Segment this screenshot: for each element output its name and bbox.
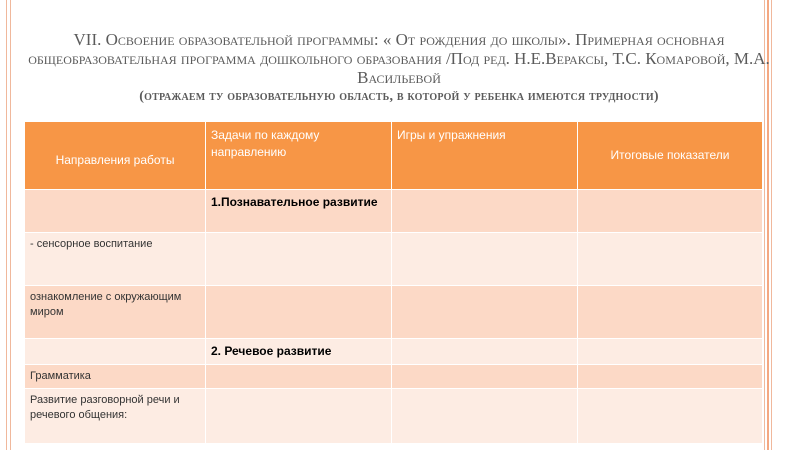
header-results: Итоговые показатели	[578, 122, 763, 190]
section-cognitive-development: 1.Познавательное развитие	[206, 190, 392, 233]
table-cell-environment: ознакомление с окружающим миром	[25, 286, 206, 339]
table-cell	[206, 233, 392, 286]
table-cell	[578, 286, 763, 339]
table-cell	[392, 286, 578, 339]
table-cell	[25, 190, 206, 233]
table-row	[25, 339, 763, 365]
table-cell	[578, 233, 763, 286]
table-cell-conversation: Развитие разговорной речи и речевого общения:	[25, 389, 206, 444]
title-line-1: VII. Освоение образовательной программы: « От рождения до школы». Примерная основная	[73, 30, 725, 49]
title-line-2: общеобразовательная программа дошкольного образования /Под ред. Н.Е.Вераксы, Т.С. Комаровой, М.А.	[28, 49, 770, 68]
title-subtitle: (отражаем ту образовательную область, в которой у ребенка имеются трудности)	[139, 89, 659, 104]
table-row	[25, 190, 763, 233]
left-frame-line-inner	[10, 0, 11, 450]
table-cell	[206, 286, 392, 339]
table-cell	[206, 365, 392, 389]
header-directions: Направления работы	[25, 122, 206, 190]
left-frame-line	[6, 0, 7, 450]
table-row	[25, 365, 763, 389]
table-cell	[578, 339, 763, 365]
table-cell	[392, 190, 578, 233]
table-cell-sensory: - сенсорное воспитание	[25, 233, 206, 286]
table-header-row	[25, 122, 763, 190]
table-cell	[578, 190, 763, 233]
table-cell	[578, 365, 763, 389]
program-table	[24, 121, 763, 444]
header-tasks: Задачи по каждому направлению	[206, 122, 392, 190]
table-cell	[392, 389, 578, 444]
table-cell-grammar: Грамматика	[25, 365, 206, 389]
section-speech-development: 2. Речевое развитие	[206, 339, 392, 365]
table-cell	[25, 339, 206, 365]
table-row	[25, 233, 763, 286]
table-cell	[392, 339, 578, 365]
slide-title	[24, 30, 774, 106]
table-row	[25, 389, 763, 444]
table-cell	[578, 389, 763, 444]
table-row	[25, 286, 763, 339]
table-cell	[206, 389, 392, 444]
table-cell	[392, 365, 578, 389]
table-cell	[392, 233, 578, 286]
title-line-3: Васильевой	[357, 68, 441, 87]
header-games: Игры и упражнения	[392, 122, 578, 190]
